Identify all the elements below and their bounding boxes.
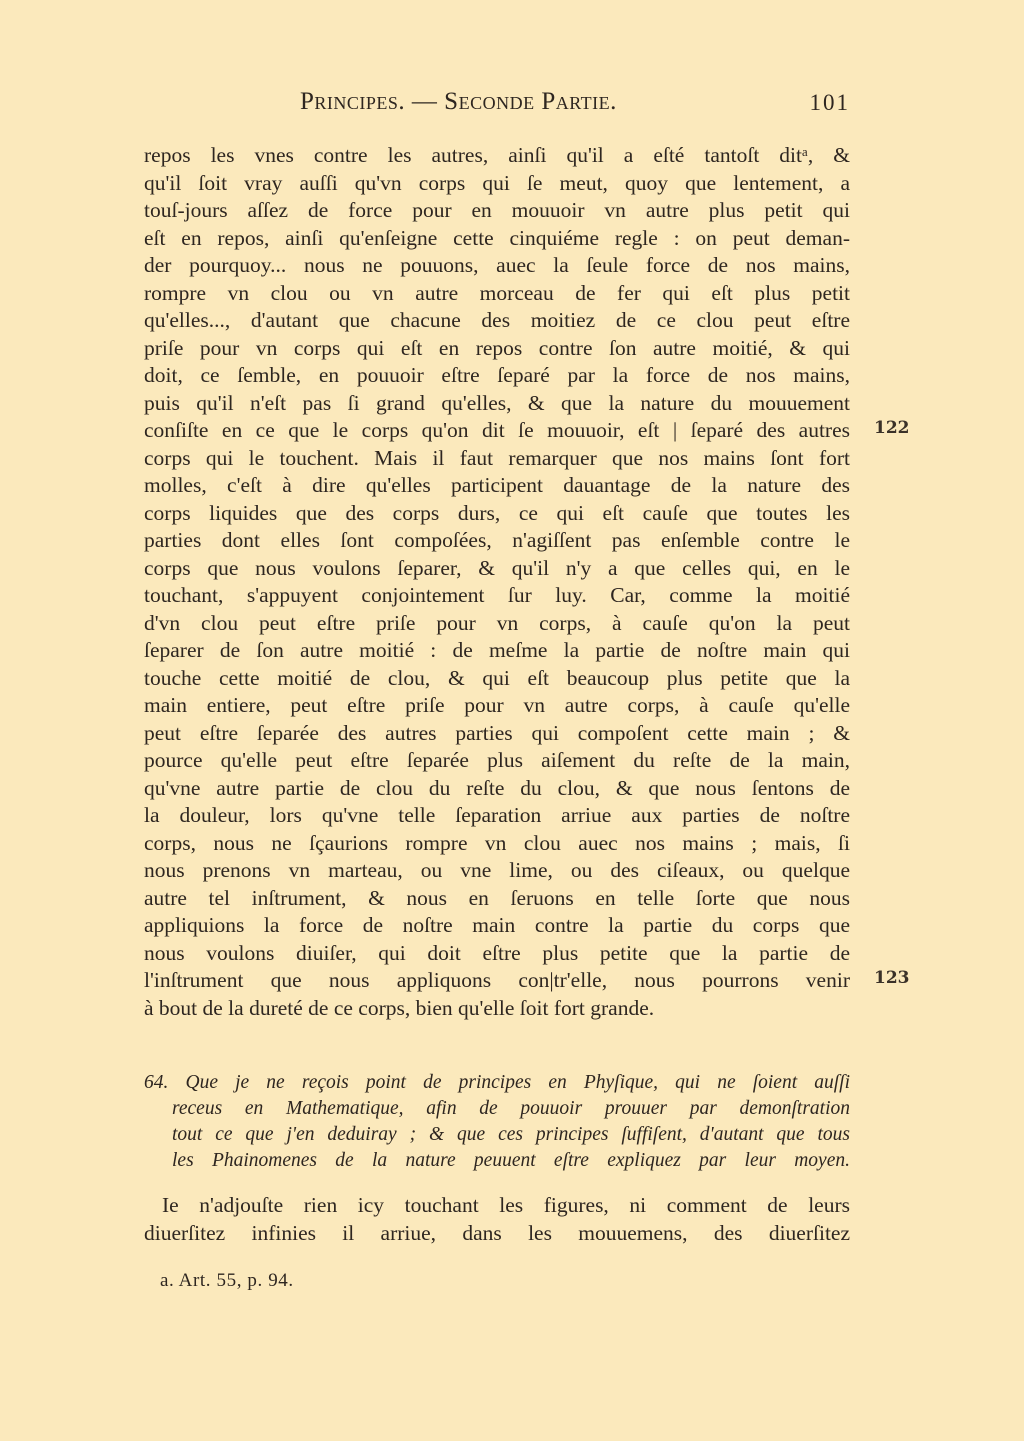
text-line: touche cette moitié de clou, & qui eſt beaucoup plus petite que la [144,665,850,690]
text-line: corps liquides que des corps durs, ce qui eſt cauſe que toutes les [144,500,850,525]
second-paragraph [144,1192,850,1247]
text-line: rompre vn clou ou vn autre morceau de fer qui eſt plus petit [144,280,850,305]
text-line: corps que nous voulons ſeparer, & qu'il n'y a que celles qui, en le [144,555,850,580]
text-line: touſ-jours aſſez de force pour en mouuoir vn autre plus petit qui [144,198,850,222]
heading-line: les Phainomenes de la nature peuuent eſtre expliquez par leur moyen. [172,1150,850,1171]
text-line: eſt en repos, ainſi qu'enſeigne cette cinquiéme regle : on peut deman- [144,225,850,250]
text-line: à bout de la dureté de ce corps, bien qu'elle ſoit fort grande. [144,995,655,1020]
heading-line: 64. Que je ne reçois point de principes en Phyſique, qui ne ſoient auſſi [144,1072,850,1093]
text-line: nous voulons diuiſer, qui doit eſtre plus petite que la partie de [144,940,850,965]
text-line: repos les vnes contre les autres, ainſi qu'il a eſté tantoſt ditᵃ, & [144,143,850,167]
text-line: puis qu'il n'eſt pas ſi grand qu'elles, & que la nature du mouuement [144,390,850,415]
text-line-with-margin-number [144,967,910,995]
text-line: der pourquoy... nous ne pouuons, auec la ſeule force de nos mains, [144,253,850,277]
text-line: qu'elles..., d'autant que chacune des moitiez de ce clou peut eſtre [144,308,850,332]
text-line: Ie n'adjouſte rien icy touchant les figures, ni comment de leurs [162,1193,850,1217]
text-line: touchant, s'appuyent conjointement ſur luy. Car, comme la moitié [144,583,850,607]
footnote: a. Art. 55, p. 94. [160,1270,294,1291]
text-line-with-margin-number [144,417,910,445]
text-line: appliquions la force de noſtre main contre la partie du corps que [144,913,850,937]
text-line: doit, ce ſemble, en pouuoir eſtre ſeparé par la force de nos mains, [144,363,850,387]
text-line: peut eſtre ſeparée des autres parties qui compoſent cette main ; & [144,720,850,745]
heading-line: tout ce que j'en deduiray ; & que ces principes ſuffiſent, d'autant que tous [172,1124,850,1145]
text-line: pource qu'elle peut eſtre ſeparée plus aiſement du reſte de la main, [144,748,850,772]
margin-page-number: 122 [874,418,910,438]
text-line: diuerſitez infinies il arriue, dans les mouuemens, des diuerſitez [144,1220,850,1245]
text-line: d'vn clou peut eſtre priſe pour vn corps, à cauſe qu'on la peut [144,610,850,635]
text-line: la douleur, lors qu'vne telle ſeparation arriue aux parties de noſtre [144,803,850,827]
text-line: corps, nous ne ſçaurions rompre vn clou auec nos mains ; mais, ſi [144,830,850,855]
section-heading [144,1070,850,1174]
text-line: l'inſtrument que nous appliquons con|tr'elle, nous pourrons venir [144,968,850,992]
text-line: priſe pour vn corps qui eſt en repos contre ſon autre moitié, & qui [144,335,850,360]
text-line: corps qui le touchent. Mais il faut remarquer que nos mains ſont fort [144,445,850,470]
margin-page-number: 123 [874,968,910,988]
main-paragraph [144,142,910,1022]
text-line: parties dont elles ſont compoſées, n'agiſſent pas enſemble contre le [144,528,850,552]
text-line: autre tel inſtrument, & nous en ſeruons en telle ſorte que nous [144,885,850,910]
text-line: nous prenons vn marteau, ou vne lime, ou des ciſeaux, ou quelque [144,858,850,882]
heading-line: receus en Mathematique, afin de pouuoir prouuer par demonſtration [172,1098,850,1119]
text-line: molles, c'eſt à dire qu'elles participent dauantage de la nature des [144,473,850,497]
text-line: main entiere, peut eſtre priſe pour vn autre corps, à cauſe qu'elle [144,693,850,717]
text-line: qu'vne autre partie de clou du reſte du clou, & que nous ſentons de [144,775,850,800]
text-line: conſiſte en ce que le corps qu'on dit ſe mouuoir, eſt | ſeparé des autres [144,418,850,442]
text-line: qu'il ſoit vray auſſi qu'vn corps qui ſe meut, quoy que lentement, a [144,170,850,195]
text-line: ſeparer de ſon autre moitié : de meſme la partie de noſtre main qui [144,638,850,662]
running-head-title: Principes. — Seconde Partie. [300,88,617,115]
running-head [300,88,860,128]
page-number: 101 [809,90,850,115]
